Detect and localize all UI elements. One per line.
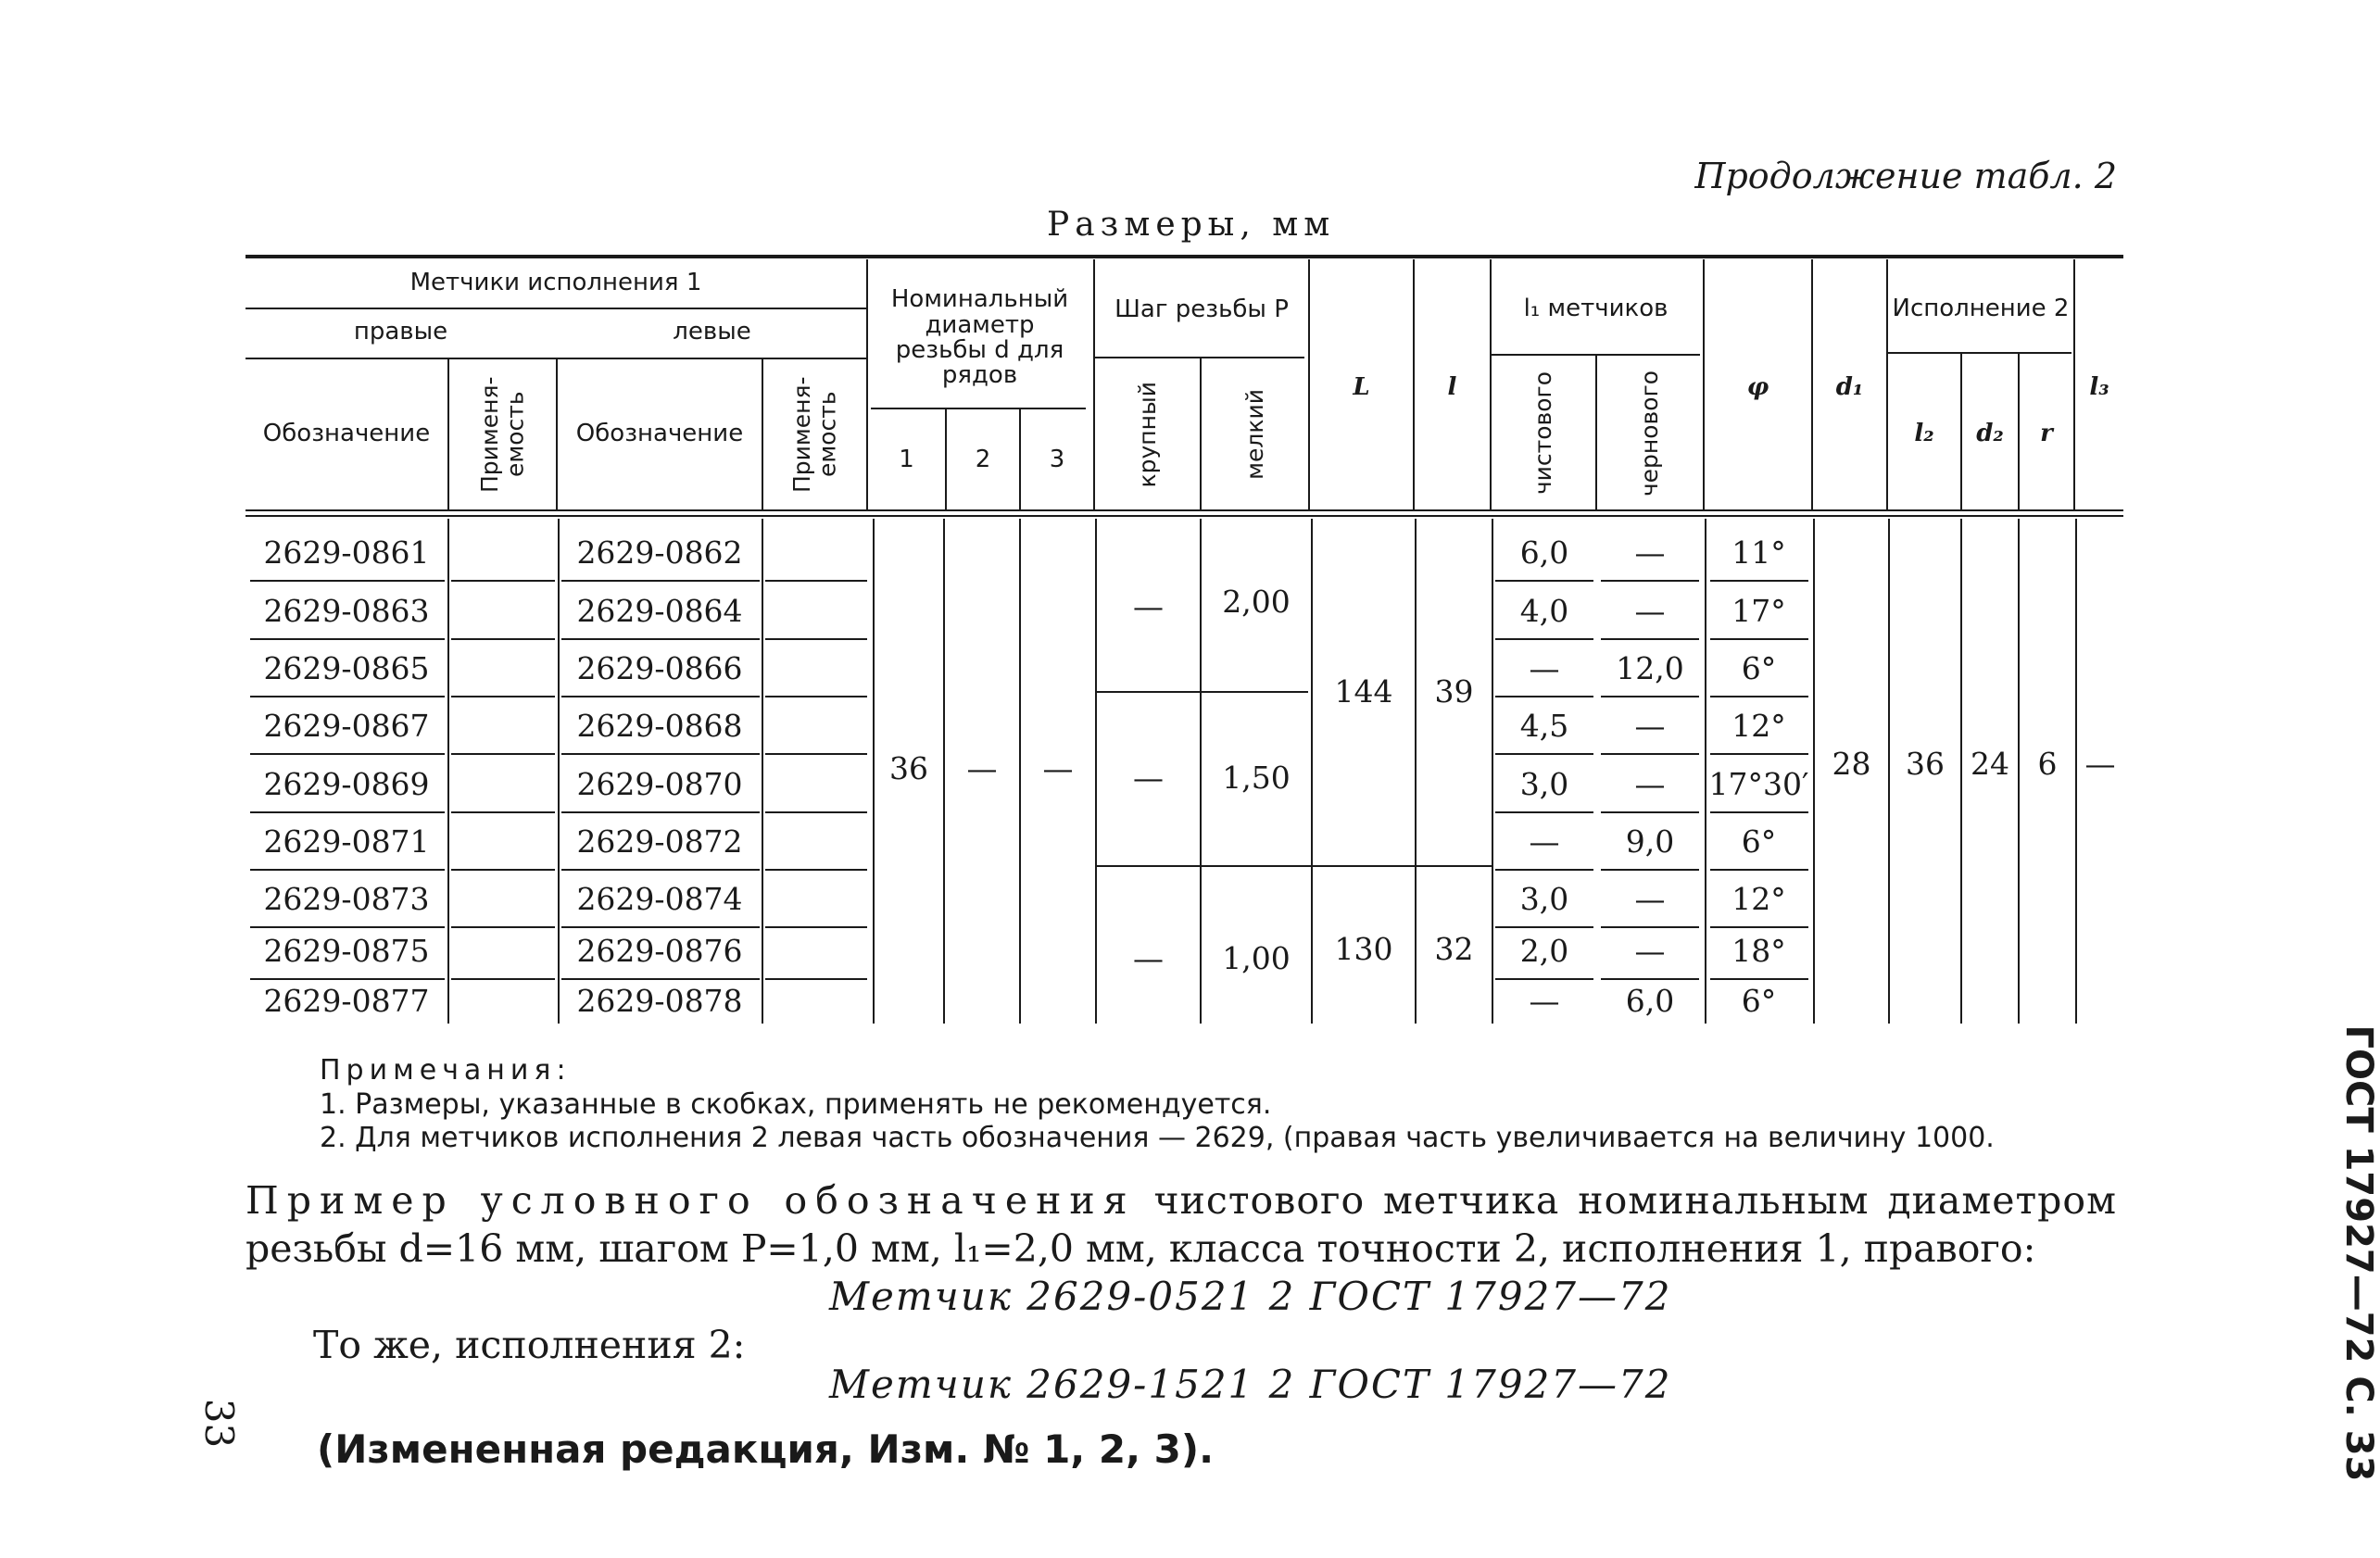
- rule: [762, 519, 763, 1024]
- row-rule: [1495, 869, 1593, 871]
- row-l1-roughing: 9,0: [1625, 823, 1675, 860]
- row-rule: [765, 638, 867, 640]
- row-designation-left: 2629-0866: [576, 649, 743, 686]
- row-l1-roughing: —: [1634, 707, 1666, 744]
- row-phi: 12°: [1731, 880, 1786, 917]
- header-d1: d₁: [1835, 373, 1864, 402]
- example-lead: Пример условного обозначения: [246, 1178, 1136, 1223]
- row-designation-right: 2629-0869: [263, 765, 430, 802]
- row-designation-right: 2629-0871: [263, 823, 430, 860]
- row-l1-roughing: —: [1634, 765, 1666, 802]
- header-designation-right: Обозначение: [262, 420, 431, 448]
- row-phi: 6°: [1741, 649, 1777, 686]
- merged-d2: 24: [1971, 745, 2009, 782]
- row-phi: 6°: [1741, 982, 1777, 1019]
- row-rule: [451, 978, 555, 980]
- table-top-rule: [246, 255, 2123, 258]
- row-rule: [765, 811, 867, 813]
- note-1: 1. Размеры, указанные в скобках, применять не рекомендуется.: [320, 1087, 1272, 1121]
- row-rule: [1710, 811, 1808, 813]
- header-applicability-right: Применя-емость: [476, 376, 529, 493]
- merged-d-row3: —: [1042, 749, 1074, 786]
- header-r: r: [2040, 420, 2053, 448]
- row-l1-roughing: 12,0: [1616, 649, 1684, 686]
- row-designation-left: 2629-0862: [576, 534, 743, 571]
- row-l1-finishing: —: [1529, 823, 1560, 860]
- merged-l-g2: 32: [1434, 930, 1474, 967]
- row-rule: [765, 978, 867, 980]
- row-rule: [1710, 696, 1808, 697]
- designation-2: Метчик 2629-1521 2 ГОСТ 17927—72: [829, 1362, 1672, 1407]
- merged-L-g1: 144: [1334, 672, 1393, 710]
- row-rule: [561, 753, 760, 755]
- merged-l2: 36: [1906, 745, 1945, 782]
- row-rule: [451, 869, 555, 871]
- header-phi: φ: [1746, 373, 1769, 402]
- example-block: [246, 1178, 2117, 1271]
- merged-fine-g3: 1,00: [1222, 939, 1291, 976]
- row-rule: [561, 869, 760, 871]
- row-designation-left: 2629-0868: [576, 707, 743, 744]
- row-rule: [250, 696, 445, 697]
- header-coarse: крупный: [1133, 381, 1161, 488]
- header-bottom-rule: [246, 515, 2123, 517]
- header-version2: Исполнение 2: [1892, 295, 2070, 323]
- row-designation-left: 2629-0864: [576, 592, 743, 629]
- row-l1-finishing: 2,0: [1519, 932, 1569, 969]
- row-rule: [765, 926, 867, 928]
- row-rule: [1710, 869, 1808, 871]
- header-d2: d₂: [1976, 420, 2004, 448]
- example-line-2: резьбы d=16 мм, шагом P=1,0 мм, l₁=2,0 мм, класса точности 2, исполнения 1, правого:: [246, 1226, 2036, 1271]
- merged-d-row1: 36: [889, 749, 928, 786]
- row-rule: [561, 811, 760, 813]
- row-rule: [250, 638, 445, 640]
- row-rule: [1601, 696, 1699, 697]
- row-rule: [451, 753, 555, 755]
- row-rule: [451, 638, 555, 640]
- row-l1-finishing: 4,5: [1519, 707, 1569, 744]
- rule: [1415, 865, 1492, 867]
- row-rule: [1601, 869, 1699, 871]
- row-rule: [1601, 638, 1699, 640]
- row-rule: [765, 869, 867, 871]
- row-designation-right: 2629-0861: [263, 534, 430, 571]
- row-phi: 17°30′: [1708, 765, 1809, 802]
- header-fine: мелкий: [1240, 389, 1268, 480]
- header-group-taps: Метчики исполнения 1: [409, 269, 702, 297]
- notes-title: Примечания:: [320, 1054, 572, 1087]
- designation-1: Метчик 2629-0521 2 ГОСТ 17927—72: [829, 1274, 1672, 1319]
- row-l1-finishing: 3,0: [1519, 765, 1569, 802]
- row-designation-left: 2629-0870: [576, 765, 743, 802]
- header-row-3: 3: [1049, 445, 1065, 473]
- example-line-1-rest: чистового метчика номинальным диаметром: [1153, 1178, 2117, 1223]
- row-rule: [250, 753, 445, 755]
- header-l3: l₃: [2089, 373, 2109, 402]
- header-applicability-left: Применя-емость: [788, 376, 841, 493]
- header-row-2: 2: [975, 445, 991, 473]
- example-line-1: [246, 1178, 2117, 1223]
- row-designation-right: 2629-0865: [263, 649, 430, 686]
- row-rule: [451, 580, 555, 582]
- row-rule: [1710, 753, 1808, 755]
- row-phi: 11°: [1731, 534, 1786, 571]
- note-2: 2. Для метчиков исполнения 2 левая часть обозначения — 2629, (правая часть увеличивается на величину 1000.: [320, 1122, 1995, 1155]
- merged-L-g2: 130: [1334, 930, 1393, 967]
- row-l1-finishing: 4,0: [1519, 592, 1569, 629]
- row-rule: [1601, 811, 1699, 813]
- rule: [871, 408, 1086, 409]
- row-designation-right: 2629-0873: [263, 880, 430, 917]
- header-pitch: Шаг резьбы P: [1114, 295, 1289, 324]
- merged-fine-g1: 2,00: [1222, 583, 1291, 620]
- header-l2: l₂: [1914, 420, 1934, 448]
- row-designation-right: 2629-0867: [263, 707, 430, 744]
- row-designation-right: 2629-0877: [263, 982, 430, 1019]
- row-rule: [1710, 580, 1808, 582]
- merged-coarse-g2: —: [1133, 759, 1164, 796]
- row-rule: [451, 926, 555, 928]
- row-designation-right: 2629-0863: [263, 592, 430, 629]
- row-designation-left: 2629-0872: [576, 823, 743, 860]
- rule: [1886, 352, 2071, 354]
- row-rule: [451, 811, 555, 813]
- header-nominal-diameter: Номинальный диаметр резьбы d для рядов: [890, 285, 1069, 390]
- merged-l-g1: 39: [1434, 672, 1474, 710]
- header-left: левые: [673, 318, 751, 346]
- merged-fine-g2: 1,50: [1222, 759, 1291, 796]
- row-rule: [1495, 811, 1593, 813]
- side-standard-label: ГОСТ 17927—72 С. 33: [2337, 1024, 2380, 1482]
- header-designation-left: Обозначение: [575, 420, 744, 448]
- row-rule: [765, 580, 867, 582]
- row-rule: [561, 580, 760, 582]
- row-l1-roughing: —: [1634, 932, 1666, 969]
- row-designation-left: 2629-0874: [576, 880, 743, 917]
- row-rule: [1495, 696, 1593, 697]
- rule: [1093, 357, 1304, 358]
- row-l1-roughing: 6,0: [1625, 982, 1675, 1019]
- header-l: l: [1447, 373, 1457, 402]
- row-l1-roughing: —: [1634, 534, 1666, 571]
- row-phi: 17°: [1731, 592, 1786, 629]
- header-row-1: 1: [899, 445, 914, 473]
- row-rule: [765, 696, 867, 697]
- row-rule: [250, 811, 445, 813]
- continuation-caption: Продолжение табл. 2: [1694, 156, 2117, 196]
- page-number: 33: [196, 1398, 243, 1449]
- rule: [447, 519, 449, 1024]
- row-l1-finishing: —: [1529, 649, 1560, 686]
- row-phi: 6°: [1741, 823, 1777, 860]
- header-L: L: [1353, 373, 1370, 402]
- rule: [1095, 691, 1308, 693]
- merged-d-row2: —: [966, 749, 998, 786]
- row-rule: [1495, 580, 1593, 582]
- merged-r: 6: [2037, 745, 2058, 782]
- row-rule: [1495, 638, 1593, 640]
- row-designation-right: 2629-0875: [263, 932, 430, 969]
- row-rule: [765, 753, 867, 755]
- row-l1-finishing: —: [1529, 982, 1560, 1019]
- header-roughing: чернового: [1636, 370, 1664, 497]
- merged-coarse-g3: —: [1133, 939, 1164, 976]
- row-rule: [1710, 638, 1808, 640]
- row-l1-finishing: 6,0: [1519, 534, 1569, 571]
- merged-coarse-g1: —: [1133, 587, 1164, 624]
- header-finishing: чистового: [1530, 371, 1557, 496]
- row-rule: [451, 696, 555, 697]
- row-phi: 12°: [1731, 707, 1786, 744]
- units-caption: Размеры, мм: [1047, 206, 1336, 244]
- row-rule: [250, 580, 445, 582]
- same-version-2: То же, исполнения 2:: [313, 1323, 746, 1367]
- revision-note: (Измененная редакция, Изм. № 1, 2, 3).: [317, 1426, 1215, 1472]
- row-rule: [1495, 753, 1593, 755]
- rule: [1095, 865, 1415, 867]
- merged-l3: —: [2084, 745, 2116, 782]
- row-designation-left: 2629-0876: [576, 932, 743, 969]
- row-rule: [250, 869, 445, 871]
- row-phi: 18°: [1731, 932, 1786, 969]
- row-rule: [561, 638, 760, 640]
- row-designation-left: 2629-0878: [576, 982, 743, 1019]
- row-l1-roughing: —: [1634, 592, 1666, 629]
- row-rule: [1601, 753, 1699, 755]
- header-bottom-rule: [246, 509, 2123, 511]
- merged-d1: 28: [1832, 745, 1871, 782]
- notes: [320, 1054, 1995, 1156]
- header-l1: l₁ метчиков: [1523, 295, 1669, 323]
- row-l1-roughing: —: [1634, 880, 1666, 917]
- row-l1-finishing: 3,0: [1519, 880, 1569, 917]
- row-rule: [561, 696, 760, 697]
- row-rule: [1601, 580, 1699, 582]
- header-right: правые: [353, 318, 448, 346]
